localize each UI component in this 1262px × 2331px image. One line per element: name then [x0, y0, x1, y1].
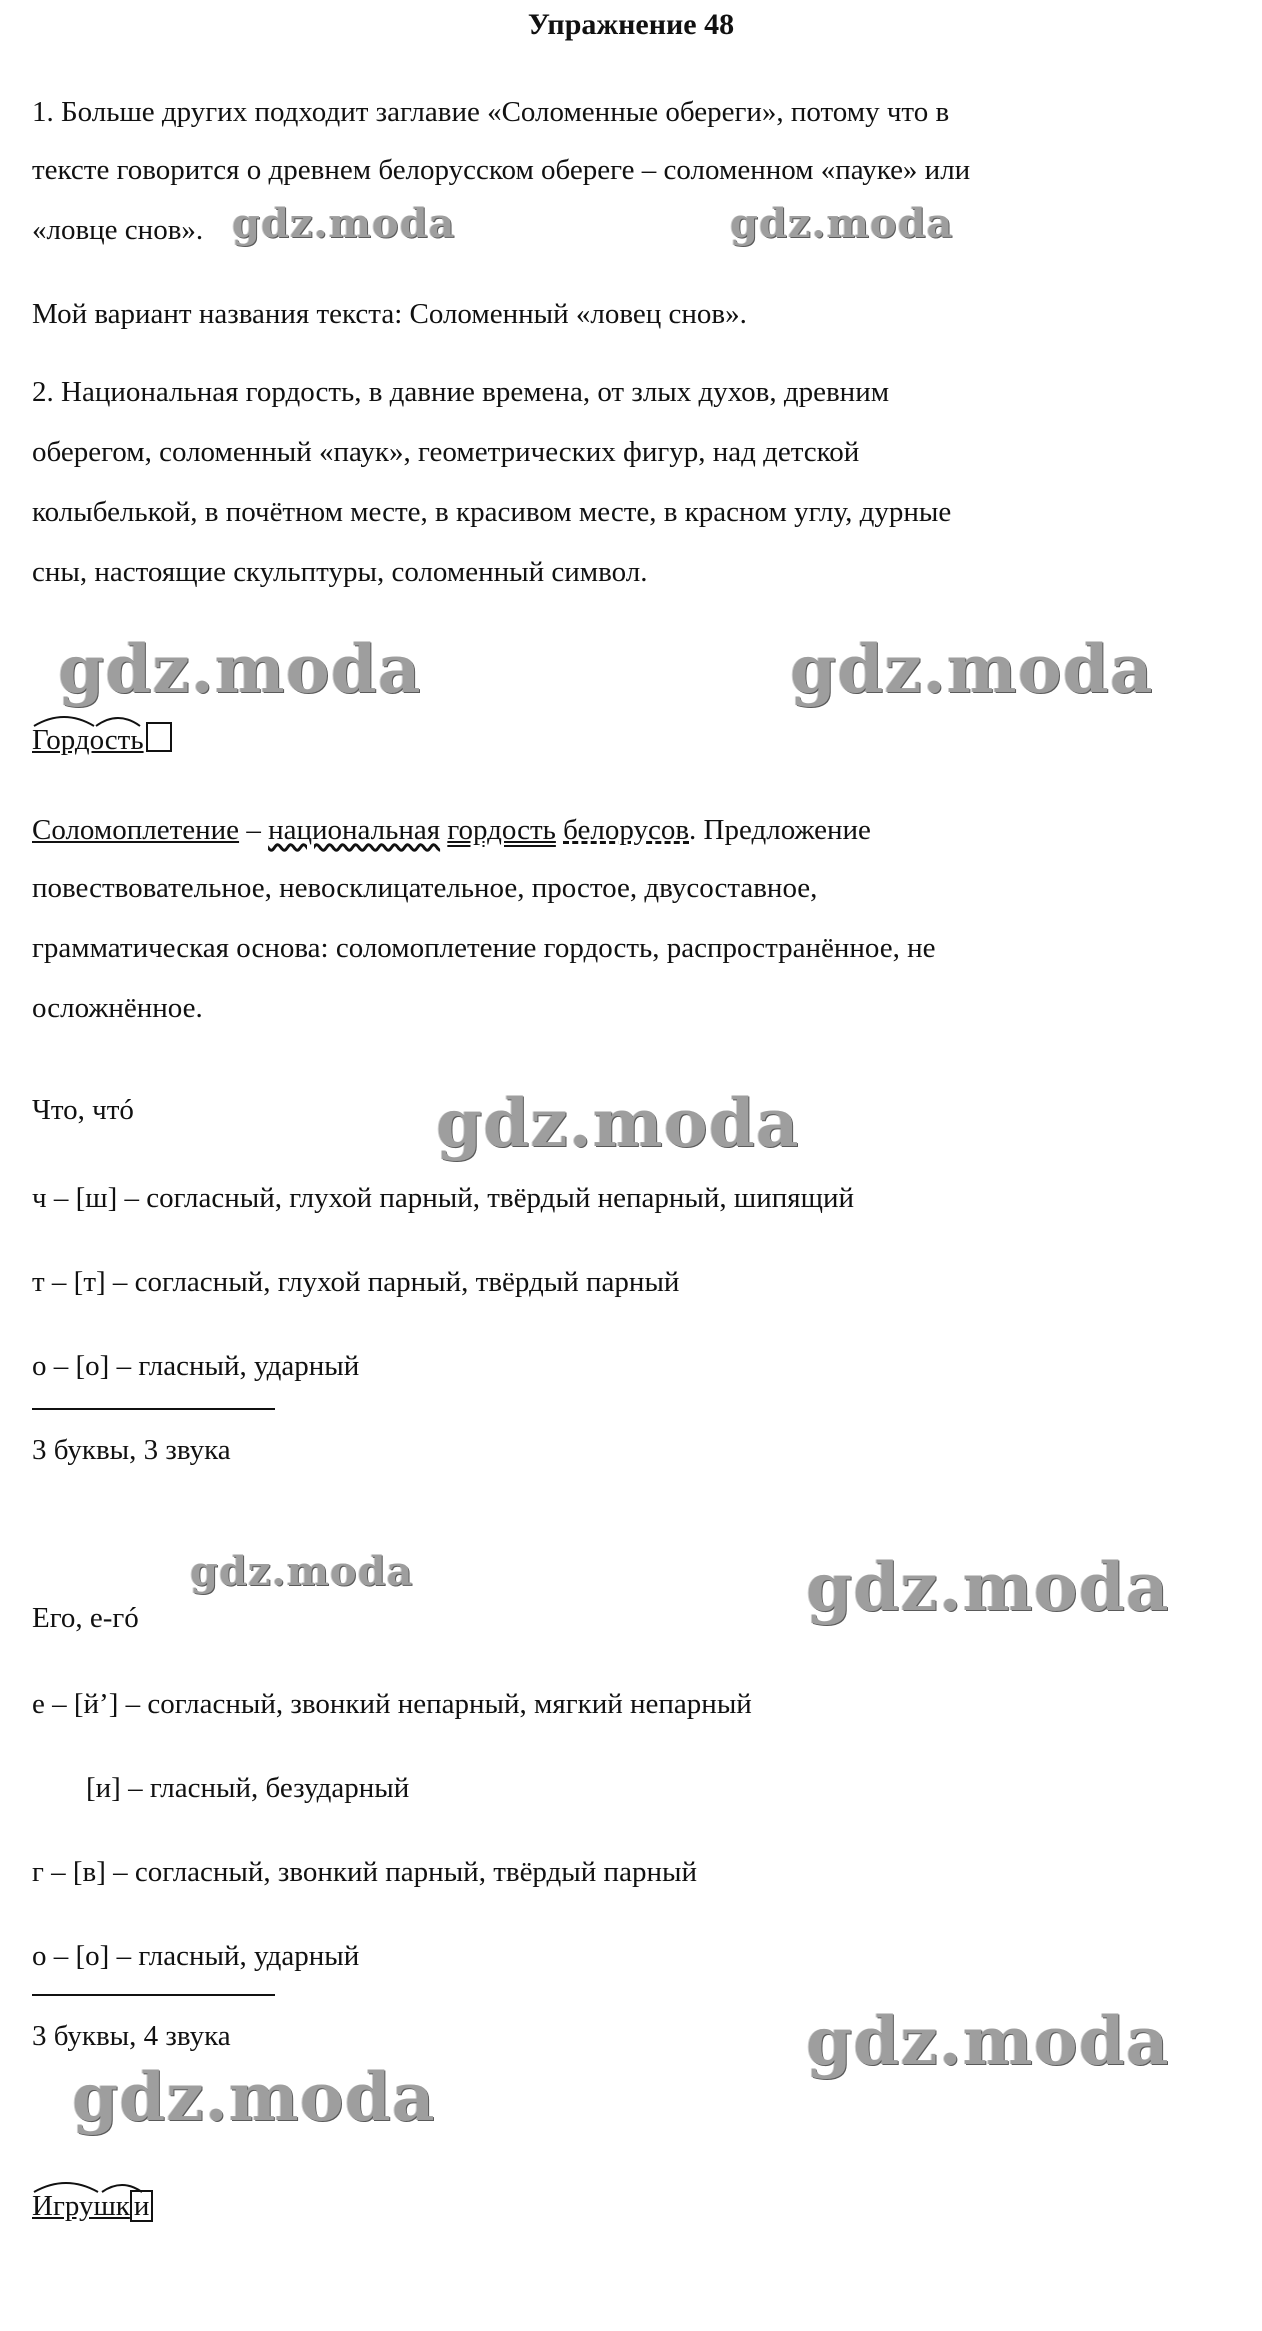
phon1-word: Что, чтó	[32, 1094, 134, 1126]
sentence-line-1: Соломоплетение – национальная гордость белорусов. Предложение	[32, 814, 871, 846]
watermark: gdz.moda	[72, 2058, 436, 2136]
morph-igrushki	[32, 2186, 153, 2226]
phon1-row-2: т – [т] – согласный, глухой парный, твёрдый парный	[32, 1266, 680, 1298]
phon2-summary: 3 буквы, 4 звука	[32, 2020, 231, 2052]
attribute: национальная	[268, 814, 441, 846]
p1-line-3: «ловце снов».	[32, 214, 204, 246]
root-arc-icon	[32, 706, 172, 728]
sentence-line-4: осложнённое.	[32, 992, 203, 1024]
subject: Соломоплетение	[32, 814, 240, 846]
p2-line-2: оберегом, соломенный «паук», геометрических фигур, над детской	[32, 436, 860, 468]
root-arc-icon	[32, 2172, 172, 2194]
morph-gordost	[32, 720, 172, 760]
variant-line: Мой вариант названия текста: Соломенный «ловец снов».	[32, 298, 747, 330]
phon2-row-3: г – [в] – согласный, звонкий парный, твёрдый парный	[32, 1856, 697, 1888]
p1-line-2: тексте говорится о древнем белорусском обереге – соломенном «пауке» или	[32, 154, 971, 186]
phon2-row-4: о – [о] – гласный, ударный	[32, 1940, 360, 1972]
watermark: gdz.moda	[790, 630, 1154, 708]
phon2-separator	[32, 1994, 275, 1996]
p2-line-4: сны, настоящие скульптуры, соломенный символ.	[32, 556, 648, 588]
exercise-title: Упражнение 48	[527, 8, 735, 41]
phon2-word: Его, е-гó	[32, 1602, 139, 1634]
phon2-row-1: е – [й’] – согласный, звонкий непарный, мягкий непарный	[32, 1688, 752, 1720]
p2-line-3: колыбелькой, в почётном месте, в красивом месте, в красном углу, дурные	[32, 496, 952, 528]
phon1-separator	[32, 1408, 275, 1410]
addition: белорусов	[563, 814, 690, 846]
p2-line-1: 2. Национальная гордость, в давние времена, от злых духов, древним	[32, 376, 890, 408]
watermark: gdz.moda	[232, 200, 456, 247]
sentence-line-3: грамматическая основа: соломоплетение гордость, распространённое, не	[32, 932, 936, 964]
watermark: gdz.moda	[436, 1084, 800, 1162]
predicate: гордость	[447, 814, 556, 846]
sentence-line-2: повествовательное, невосклицательное, простое, двусоставное,	[32, 872, 818, 904]
phon1-row-1: ч – [ш] – согласный, глухой парный, твёрдый непарный, шипящий	[32, 1182, 854, 1214]
p1-line-1: 1. Больше других подходит заглавие «Соломенные обереги», потому что в	[32, 96, 950, 128]
phon1-summary: 3 буквы, 3 звука	[32, 1434, 231, 1466]
watermark: gdz.moda	[730, 200, 954, 247]
watermark: gdz.moda	[806, 2002, 1170, 2080]
phon1-row-3: о – [о] – гласный, ударный	[32, 1350, 360, 1382]
watermark: gdz.moda	[806, 1548, 1170, 1626]
watermark: gdz.moda	[190, 1548, 414, 1595]
phon2-row-2: [и] – гласный, безударный	[86, 1772, 410, 1804]
watermark: gdz.moda	[58, 630, 422, 708]
morph-word-2: Игрушк	[32, 2186, 130, 2226]
ending-box: и	[130, 2190, 154, 2222]
morph-word: Гордость	[32, 720, 144, 760]
